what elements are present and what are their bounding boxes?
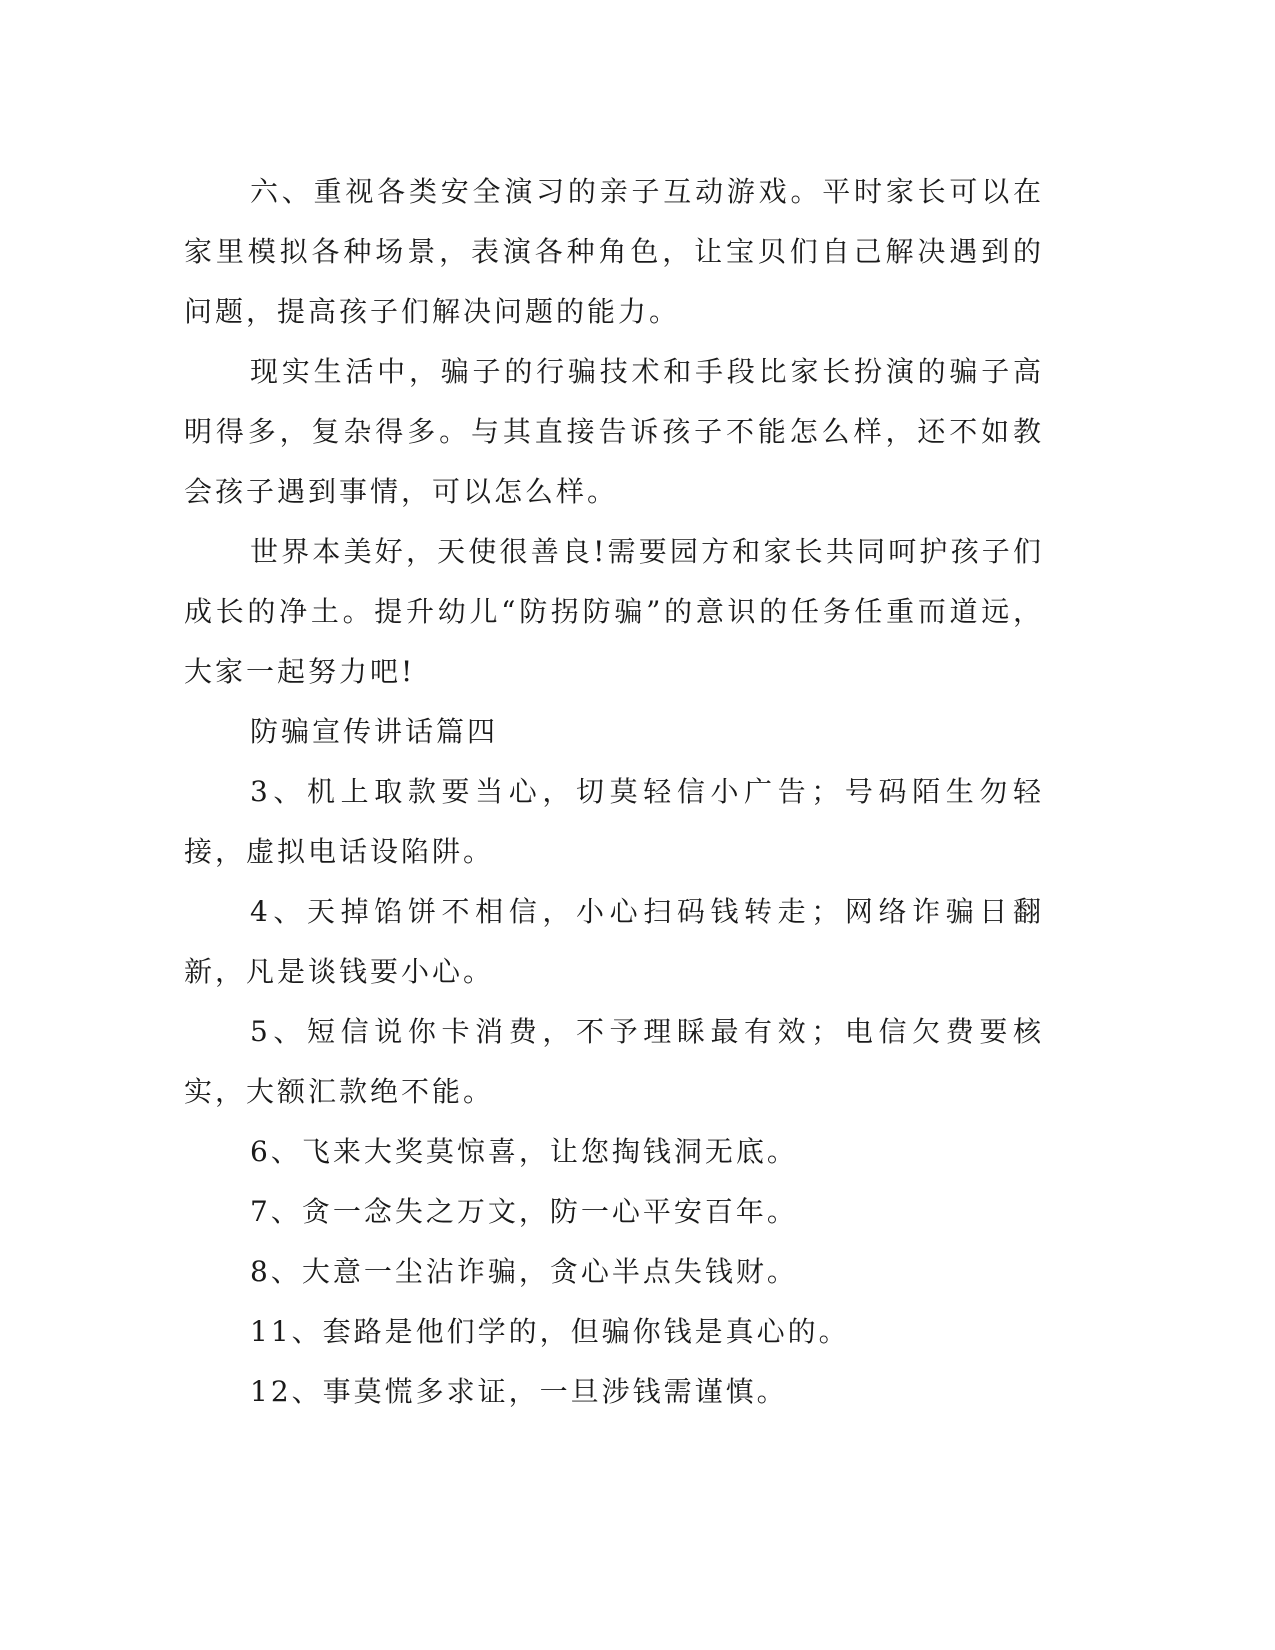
list-item-5: 5、短信说你卡消费，不予理睬最有效；电信欠费要核实，大额汇款绝不能。 (184, 1015, 1044, 1108)
paragraph-parent-child-drills: 六、重视各类安全演习的亲子互动游戏。平时家长可以在家里模拟各种场景，表演各种角色，让宝贝们自己解决遇到的问题，提高孩子们解决问题的能力。 (184, 175, 1044, 328)
paragraph-closing-appeal: 世界本美好，天使很善良!需要园方和家长共同呵护孩子们成长的净土。提升幼儿“防拐防骗”的意识的任务任重而道远，大家一起努力吧! (184, 535, 1044, 688)
list-item-12: 12、事莫慌多求证，一旦涉钱需谨慎。 (250, 1375, 788, 1408)
list-item-11: 11、套路是他们学的，但骗你钱是真心的。 (250, 1315, 850, 1348)
list-item-3: 3、机上取款要当心，切莫轻信小广告；号码陌生勿轻接，虚拟电话设陷阱。 (184, 775, 1044, 868)
list-item-7: 7、贪一念失之万文，防一心平安百年。 (250, 1195, 798, 1228)
document-body (184, 162, 1044, 1422)
list-item-8: 8、大意一尘沾诈骗，贪心半点失钱财。 (250, 1255, 798, 1288)
list-item-6: 6、飞来大奖莫惊喜，让您掏钱洞无底。 (250, 1135, 798, 1168)
paragraph-real-life-scams: 现实生活中，骗子的行骗技术和手段比家长扮演的骗子高明得多，复杂得多。与其直接告诉孩子不能怎么样，还不如教会孩子遇到事情，可以怎么样。 (184, 355, 1044, 508)
list-item-4: 4、天掉馅饼不相信，小心扫码钱转走；网络诈骗日翻新，凡是谈钱要小心。 (184, 895, 1044, 988)
section-heading: 防骗宣传讲话篇四 (250, 715, 499, 748)
